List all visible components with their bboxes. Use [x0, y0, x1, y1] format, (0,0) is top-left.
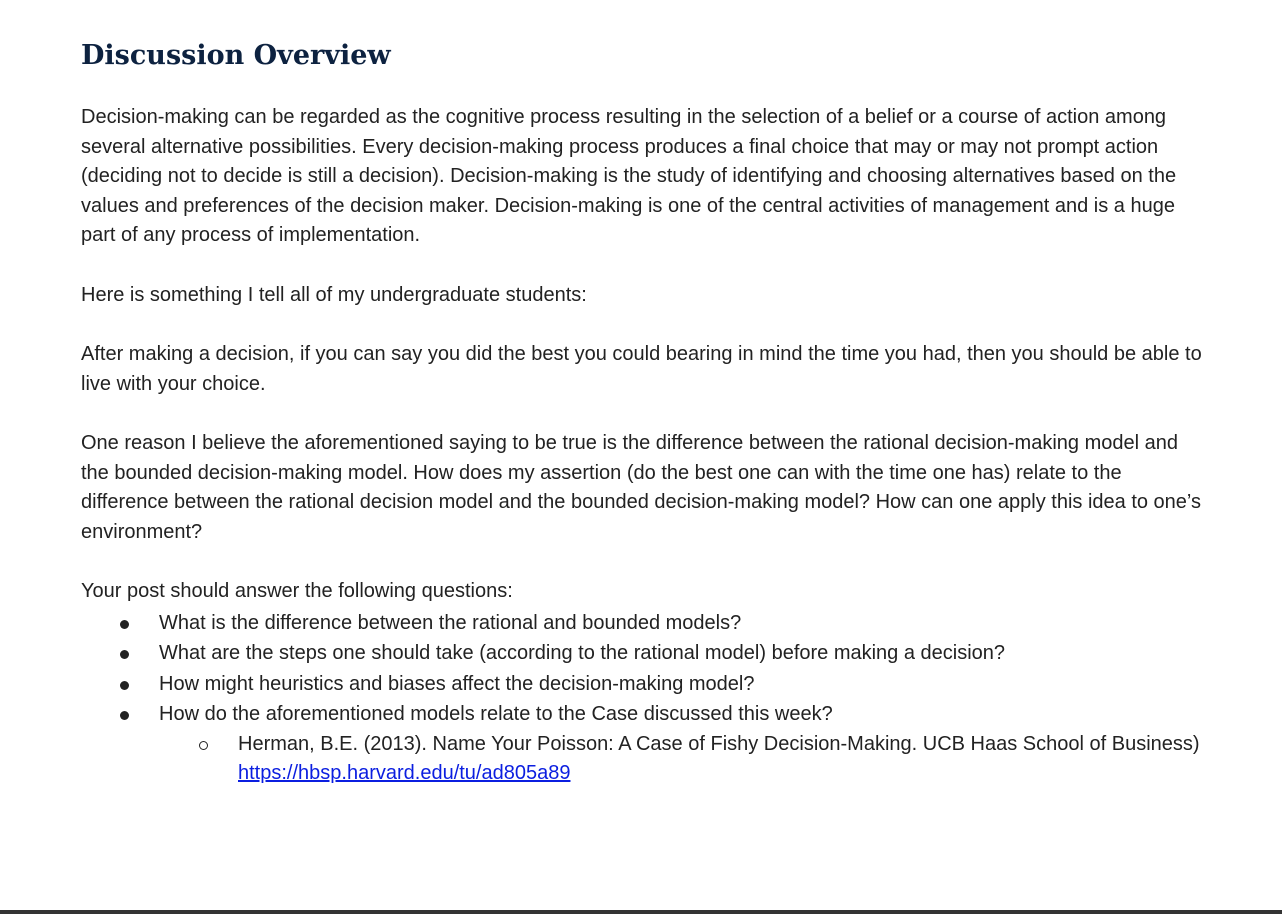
- question-paragraph: One reason I believe the aforementioned saying to be true is the difference between the rational decision-making model and the bounded decision-making model. How does my assertion (do the best one can with the time one has) relate to the difference between the rational decision model and the bounded decision-making model? How can one apply this idea to one’s environment?: [81, 432, 1201, 543]
- reference-list: [159, 730, 1211, 789]
- list-item: [81, 608, 1211, 639]
- list-item: [81, 669, 1211, 700]
- page-title: Discussion Overview: [81, 40, 391, 71]
- list-item: [81, 638, 1211, 669]
- hollow-bullet-icon: [199, 741, 208, 750]
- advice-paragraph: After making a decision, if you can say you did the best you could bearing in mind the time you had, then you should be able to live with your choice.: [81, 343, 1202, 395]
- bullet-icon: [120, 711, 129, 720]
- question-text: How do the aforementioned models relate to the Case discussed this week?: [159, 703, 833, 725]
- reference-item: [159, 730, 1211, 789]
- reference-citation: Herman, B.E. (2013). Name Your Poisson: A Case of Fishy Decision-Making. UCB Haas School of Business): [238, 732, 1200, 755]
- bullet-icon: [120, 650, 129, 659]
- question-text: How might heuristics and biases affect the decision-making model?: [159, 672, 755, 695]
- question-text: What is the difference between the rational and bounded models?: [159, 611, 742, 634]
- list-item: [81, 699, 1211, 789]
- bottom-border: [0, 910, 1282, 914]
- post-instructions-paragraph: Your post should answer the following questions:: [81, 580, 513, 602]
- bullet-icon: [120, 681, 129, 690]
- students-intro-paragraph: Here is something I tell all of my undergraduate students:: [81, 283, 587, 306]
- bullet-icon: [120, 620, 129, 629]
- case-link[interactable]: https://hbsp.harvard.edu/tu/ad805a89: [238, 762, 571, 784]
- document-page: [81, 36, 1211, 789]
- question-text: What are the steps one should take (according to the rational model) before making a decision?: [159, 642, 1006, 664]
- intro-paragraph: Decision-making can be regarded as the cognitive process resulting in the selection of a belief or a course of action among several alternative possibilities. Every decision-making process produces a final choice that may or may not prompt action (deciding not to decide is still a decision). Decision-making is the study of identifying and choosing alternatives based on the values and preferences of the decision maker. Decision-making is one of the central activities of management and is a huge part of any process of implementation.: [81, 106, 1177, 246]
- questions-list: [81, 608, 1211, 789]
